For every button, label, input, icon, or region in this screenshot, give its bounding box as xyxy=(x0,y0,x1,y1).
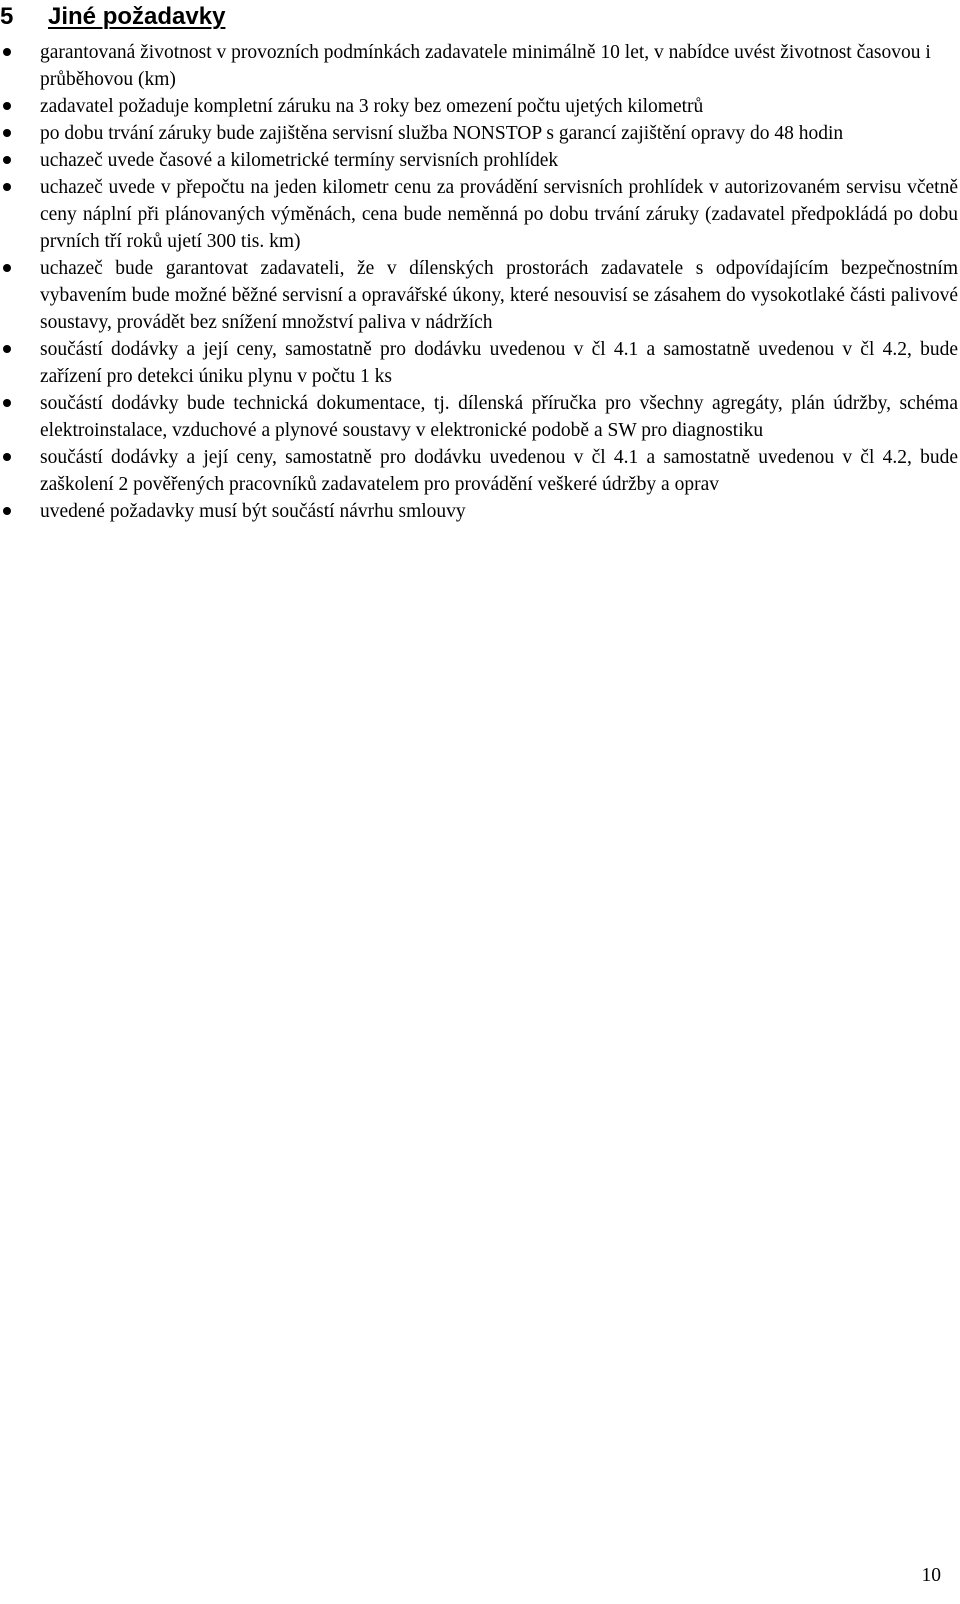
bullet-dot-icon xyxy=(3,48,11,56)
section-number: 5 xyxy=(0,3,14,30)
bullet-dot-icon xyxy=(3,129,11,137)
requirement-text: garantovaná životnost v provozních podmínkách zadavatele minimálně 10 let, v nabídce uvést životnost časovou i průběhovou (km) xyxy=(40,42,931,90)
requirement-text: součástí dodávky a její ceny, samostatně pro dodávku uvedenou v čl 4.1 a samostatně uvedenou v čl 4.2, bude zaškolení 2 pověřených pracovníků zadavatelem pro provádění veškeré údržby a oprav xyxy=(40,447,958,495)
requirement-text: po dobu trvání záruky bude zajištěna servisní služba NONSTOP s garancí zajištění opravy do 48 hodin xyxy=(40,123,844,144)
bullet-dot-icon xyxy=(3,102,11,110)
bullet-dot-icon xyxy=(3,264,11,272)
list-item xyxy=(0,498,960,525)
list-item xyxy=(0,120,960,147)
bullet-dot-icon xyxy=(3,399,11,407)
requirements-list xyxy=(0,39,960,525)
list-item xyxy=(0,147,960,174)
list-item xyxy=(0,255,960,336)
requirement-text: uchazeč bude garantovat zadavateli, že v dílenských prostorách zadavatele s odpovídajícím bezpečnostním vybavením bude možné běžné servisní a opravářské úkony, které nesouvisí se zásahem do vysokotlaké části palivové soustavy, provádět bez snížení množství paliva v nádržích xyxy=(40,258,958,333)
requirement-text: zadavatel požaduje kompletní záruku na 3 roky bez omezení počtu ujetých kilometrů xyxy=(40,96,704,117)
list-item xyxy=(0,93,960,120)
bullet-dot-icon xyxy=(3,156,11,164)
requirement-text: uchazeč uvede časové a kilometrické termíny servisních prohlídek xyxy=(40,150,559,171)
section-heading xyxy=(0,0,225,34)
list-item xyxy=(0,444,960,498)
requirement-text: uchazeč uvede v přepočtu na jeden kilometr cenu za provádění servisních prohlídek v autorizovaném servisu včetně ceny náplní při plánovaných výměnách, cena bude neměnná po dobu trvání záruky (zadavatel předpokládá po dobu prvních tří roků ujetí 300 tis. km) xyxy=(40,177,958,252)
requirement-text: uvedené požadavky musí být součástí návrhu smlouvy xyxy=(40,501,466,522)
bullet-dot-icon xyxy=(3,345,11,353)
page-number: 10 xyxy=(921,1565,941,1586)
section-title: Jiné požadavky xyxy=(48,3,226,30)
bullet-dot-icon xyxy=(3,183,11,191)
requirement-text: součástí dodávky a její ceny, samostatně pro dodávku uvedenou v čl 4.1 a samostatně uvedenou v čl 4.2, bude zařízení pro detekci úniku plynu v počtu 1 ks xyxy=(40,339,958,387)
list-item xyxy=(0,39,960,93)
list-item xyxy=(0,390,960,444)
requirement-text: součástí dodávky bude technická dokumentace, tj. dílenská příručka pro všechny agregáty, plán údržby, schéma elektroinstalace, vzduchové a plynové soustavy v elektronické podobě a SW pro diagnostiku xyxy=(40,393,958,441)
list-item xyxy=(0,336,960,390)
bullet-dot-icon xyxy=(3,507,11,515)
bullet-dot-icon xyxy=(3,453,11,461)
list-item xyxy=(0,174,960,255)
